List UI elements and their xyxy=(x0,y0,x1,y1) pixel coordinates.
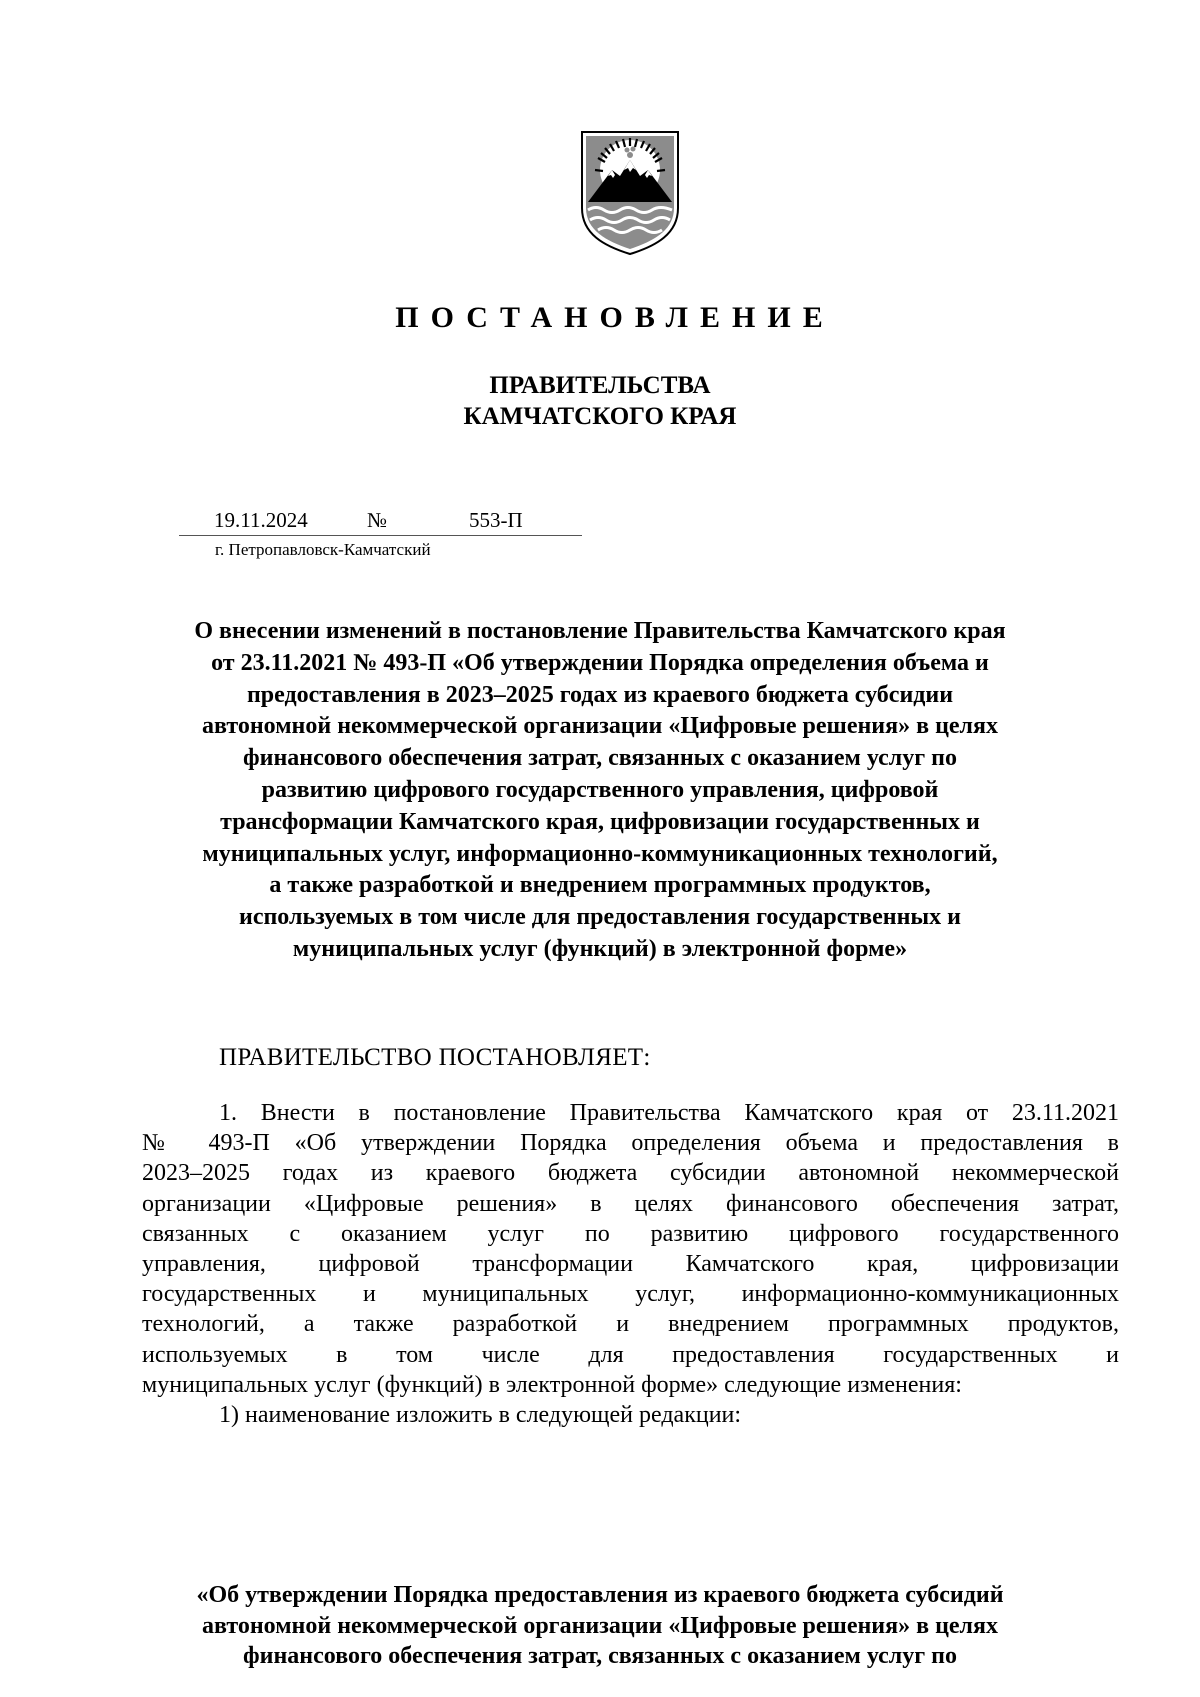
title-line: развитию цифрового государственного управления, цифровой xyxy=(261,776,939,803)
amended-title-line: автономной некоммерческой организации «Цифровые решения» в целях xyxy=(202,1612,998,1639)
title-line: трансформации Камчатского края, цифровизации государственных и xyxy=(220,808,980,835)
issuing-authority xyxy=(0,370,1200,432)
body-line: муниципальных услуг (функций) в электронной форме» следующие изменения: xyxy=(142,1371,962,1398)
body-paragraph xyxy=(142,1098,1119,1430)
authority-line: ПРАВИТЕЛЬСТВА xyxy=(489,372,711,399)
title-line: используемых в том числе для предоставления государственных и xyxy=(238,904,961,931)
amended-title-line: «Об утверждении Порядка предоставления из краевого бюджета субсидий xyxy=(196,1582,1004,1608)
body-line: связанных с оказанием услуг по развитию цифрового государственного xyxy=(142,1220,1119,1247)
body-line: государственных и муниципальных услуг, информационно-коммуникационных xyxy=(142,1281,1119,1308)
body-line: 2023–2025 годах из краевого бюджета субсидии автономной некоммерческой xyxy=(142,1160,1119,1187)
number-sign: № xyxy=(367,508,388,532)
amended-title xyxy=(125,1580,1075,1672)
body-line: организации «Цифровые решения» в целях финансового обеспечения затрат, xyxy=(142,1190,1119,1217)
body-line: технологий, а также разработкой и внедрением программных продуктов, xyxy=(142,1311,1119,1338)
title-line: финансового обеспечения затрат, связанных с оказанием услуг по xyxy=(243,745,957,772)
document-number: 553-П xyxy=(469,508,523,532)
body-line: 1. Внести в постановление Правительства Камчатского края от 23.11.2021 xyxy=(219,1100,1119,1126)
authority-line: КАМЧАТСКОГО КРАЯ xyxy=(463,403,737,430)
preamble: ПРАВИТЕЛЬСТВО ПОСТАНОВЛЯЕТ: xyxy=(219,1044,651,1071)
date-number-line xyxy=(179,505,582,536)
city-of-issue: г. Петропавловск-Камчатский xyxy=(215,540,431,559)
kamchatka-coat-of-arms-icon xyxy=(578,130,682,256)
title-line: муниципальных услуг (функций) в электронной форме» xyxy=(292,935,908,962)
title-line: автономной некоммерческой организации «Цифровые решения» в целях xyxy=(202,713,998,740)
title-line: О внесении изменений в постановление Правительства Камчатского края xyxy=(194,618,1006,644)
title-line: от 23.11.2021 № 493-П «Об утверждении Порядка определения объема и xyxy=(211,649,989,676)
body-line: № 493-П «Об утверждении Порядка определения объема и предоставления в xyxy=(142,1130,1119,1157)
body-line: управления, цифровой трансформации Камчатского края, цифровизации xyxy=(142,1251,1119,1278)
document-date: 19.11.2024 xyxy=(214,508,308,532)
body-line: используемых в том числе для предоставления государственных и xyxy=(142,1341,1119,1368)
title-line: предоставления в 2023–2025 годах из краевого бюджета субсидии xyxy=(246,681,954,708)
title-line: муниципальных услуг, информационно-коммуникационных технологий, xyxy=(202,840,998,867)
document-title xyxy=(125,616,1075,966)
title-line: а также разработкой и внедрением программных продуктов, xyxy=(269,872,931,899)
body-line: 1) наименование изложить в следующей редакции: xyxy=(219,1402,742,1429)
document-type: ПОСТАНОВЛЕНИЕ xyxy=(395,301,835,334)
amended-title-line: финансового обеспечения затрат, связанных с оказанием услуг по xyxy=(243,1643,957,1670)
